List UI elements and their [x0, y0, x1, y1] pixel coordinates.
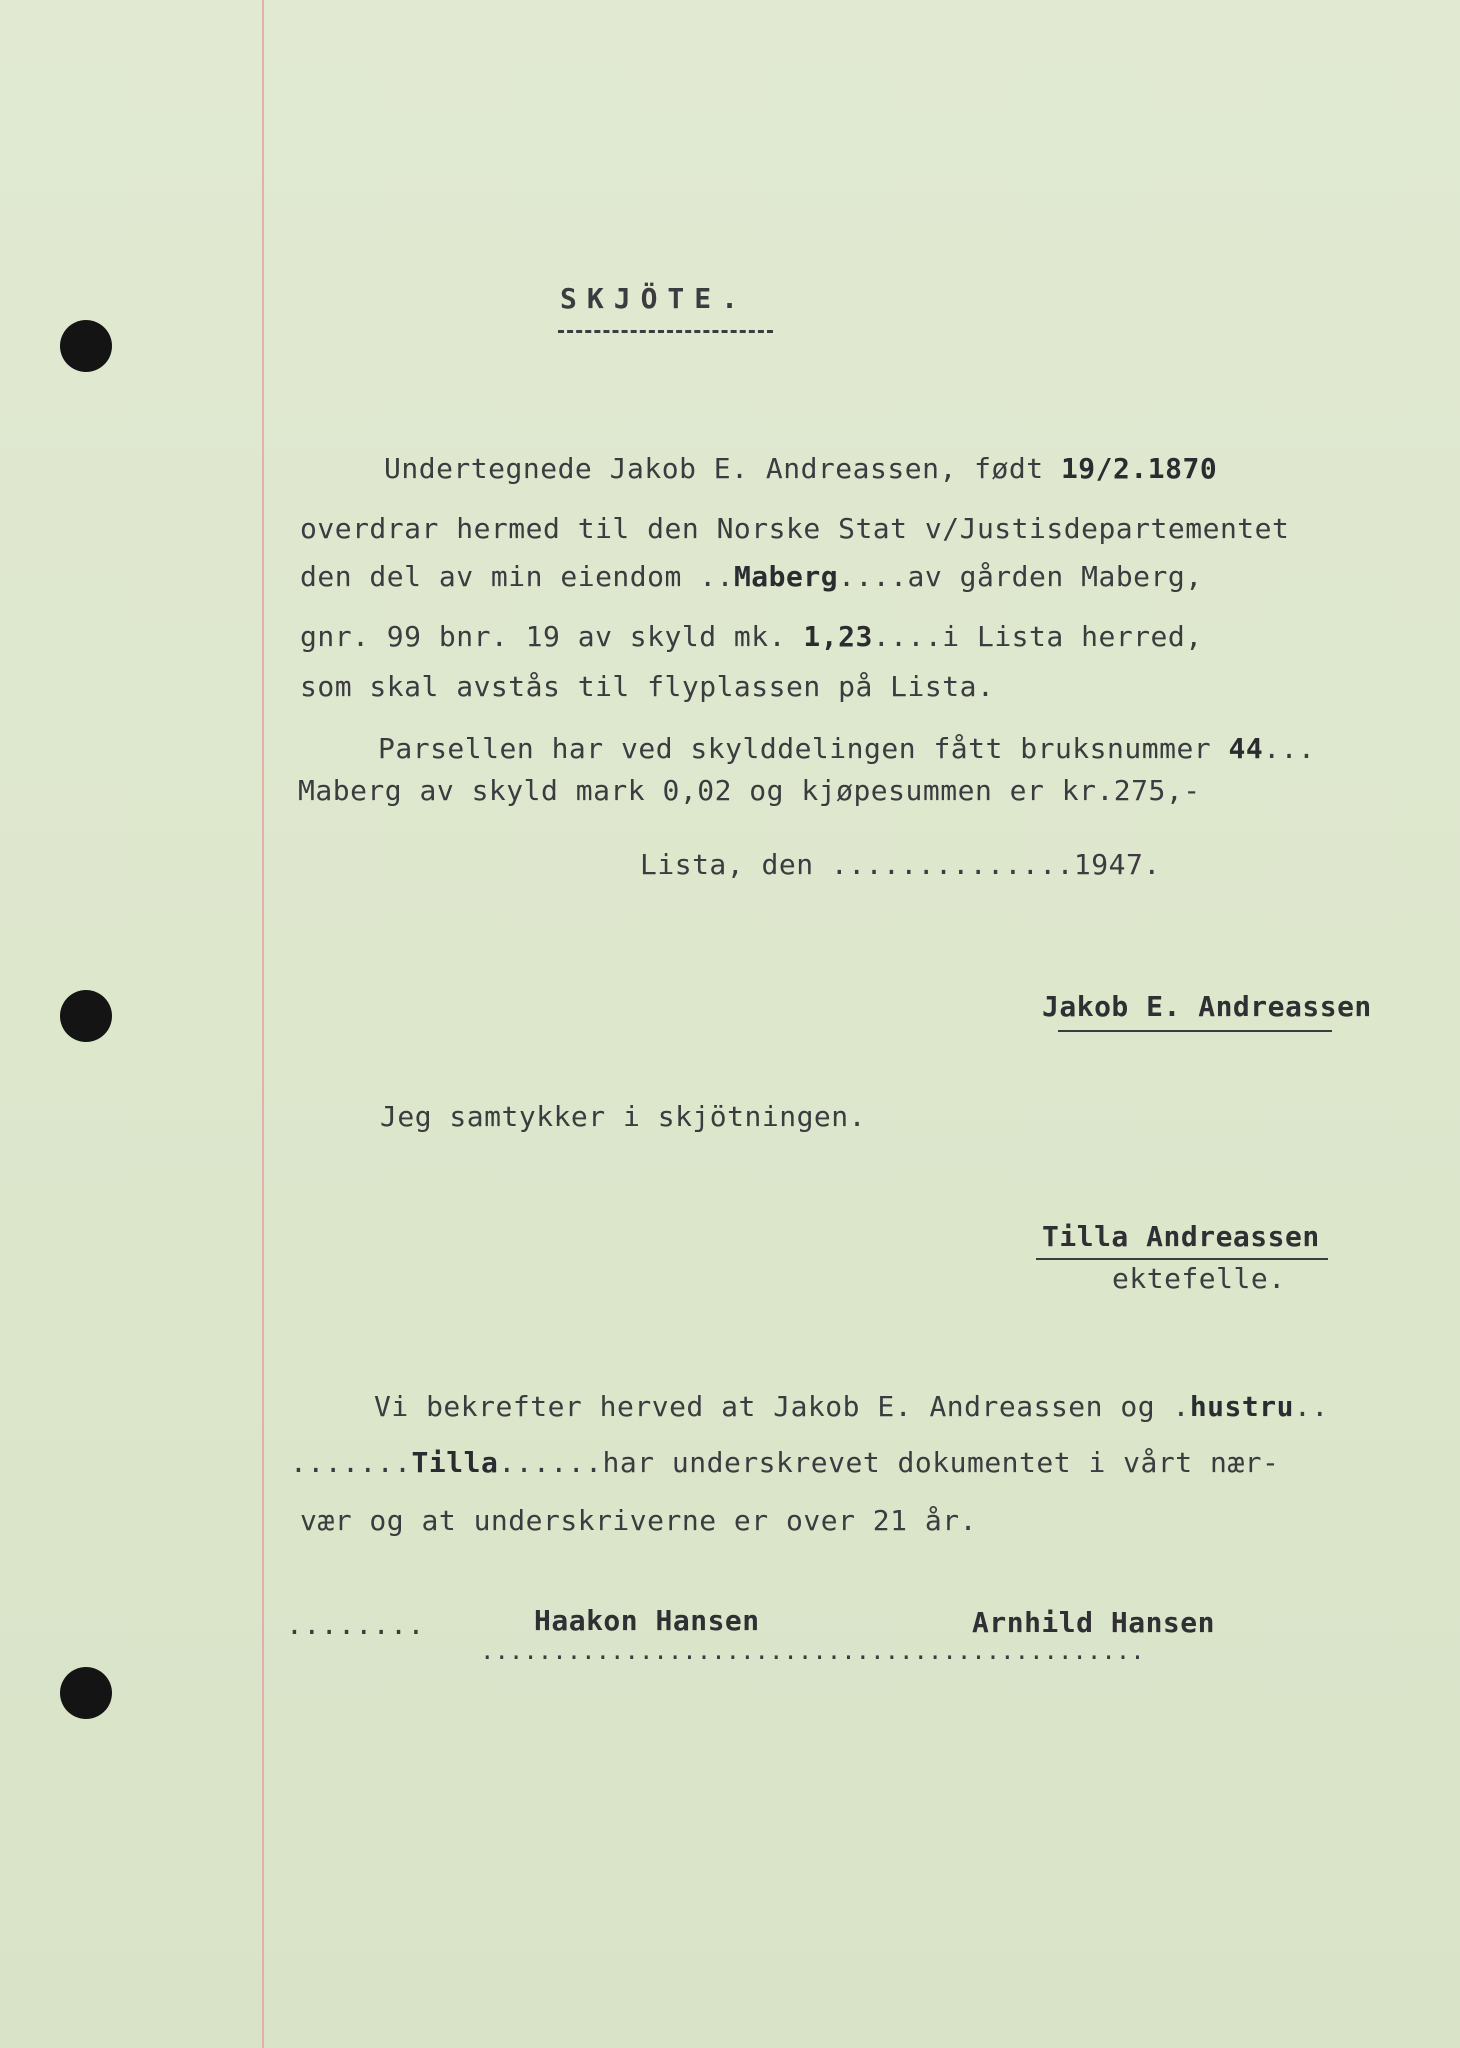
spouse-role: ektefelle.	[1112, 1262, 1286, 1295]
place-date: Lista, den ..............1947.	[640, 848, 1161, 881]
relation: hustru	[1189, 1390, 1294, 1423]
consent-statement: Jeg samtykker i skjötningen.	[380, 1100, 867, 1133]
para1-line4-rest: ....i Lista herred,	[872, 620, 1203, 653]
witness2-signature: Arnhild Hansen	[972, 1606, 1216, 1639]
witness-line2-rest: ......har underskrevet dokumentet i vårt nær-	[498, 1446, 1280, 1479]
witness-line1	[374, 1390, 1329, 1424]
para2-line1-rest: ...	[1263, 732, 1316, 765]
punch-hole	[60, 320, 112, 372]
spouse-name: Tilla	[411, 1446, 499, 1479]
para1-line3-rest: ....av gården Maberg,	[838, 560, 1203, 593]
title-underline	[558, 330, 773, 333]
para1-line1	[384, 452, 1217, 486]
skyld-value: 1,23	[803, 620, 873, 653]
spouse-signature-line	[1036, 1258, 1328, 1260]
witness-line2	[290, 1446, 1279, 1480]
seller-signature: Jakob E. Andreassen	[1042, 990, 1372, 1023]
witness-line1-text: Vi bekrefter herved at Jakob E. Andreassen og .	[374, 1390, 1190, 1423]
witness-line3: vær og at underskriverne er over 21 år.	[300, 1504, 977, 1537]
punch-hole	[60, 1667, 112, 1719]
witness-line1-rest: ..	[1293, 1390, 1329, 1423]
seller-signature-line	[1058, 1030, 1332, 1032]
para1-line3	[300, 560, 1203, 594]
document-title: SKJÖTE.	[560, 282, 749, 315]
birth-date: 19/2.1870	[1060, 452, 1218, 485]
para2-line1	[378, 732, 1315, 766]
witness1-signature: Haakon Hansen	[534, 1604, 760, 1637]
margin-line	[262, 0, 264, 2048]
para1-line4	[300, 620, 1203, 654]
witness-dots-left: ........	[286, 1608, 425, 1641]
para1-line5: som skal avstås til flyplassen på Lista.	[300, 670, 995, 703]
property-name: Maberg	[733, 560, 839, 593]
witness-line2-dots: .......	[290, 1446, 412, 1479]
para1-line2: overdrar hermed til den Norske Stat v/Justisdepartementet	[300, 512, 1290, 545]
punch-hole	[60, 990, 112, 1042]
spouse-signature: Tilla Andreassen	[1042, 1220, 1320, 1253]
para2-line2: Maberg av skyld mark 0,02 og kjøpesummen er kr.275,-	[298, 774, 1201, 807]
para1-line3-text: den del av min eiendom ..	[300, 560, 734, 593]
para1-line1-text: Undertegnede Jakob E. Andreassen, født	[384, 452, 1061, 485]
para2-line1-text: Parsellen har ved skylddelingen fått bruksnummer	[378, 732, 1229, 765]
bruksnummer: 44	[1228, 732, 1264, 765]
witness-dots-right: ..............................................	[480, 1637, 1145, 1665]
para1-line4-text: gnr. 99 bnr. 19 av skyld mk.	[300, 620, 804, 653]
